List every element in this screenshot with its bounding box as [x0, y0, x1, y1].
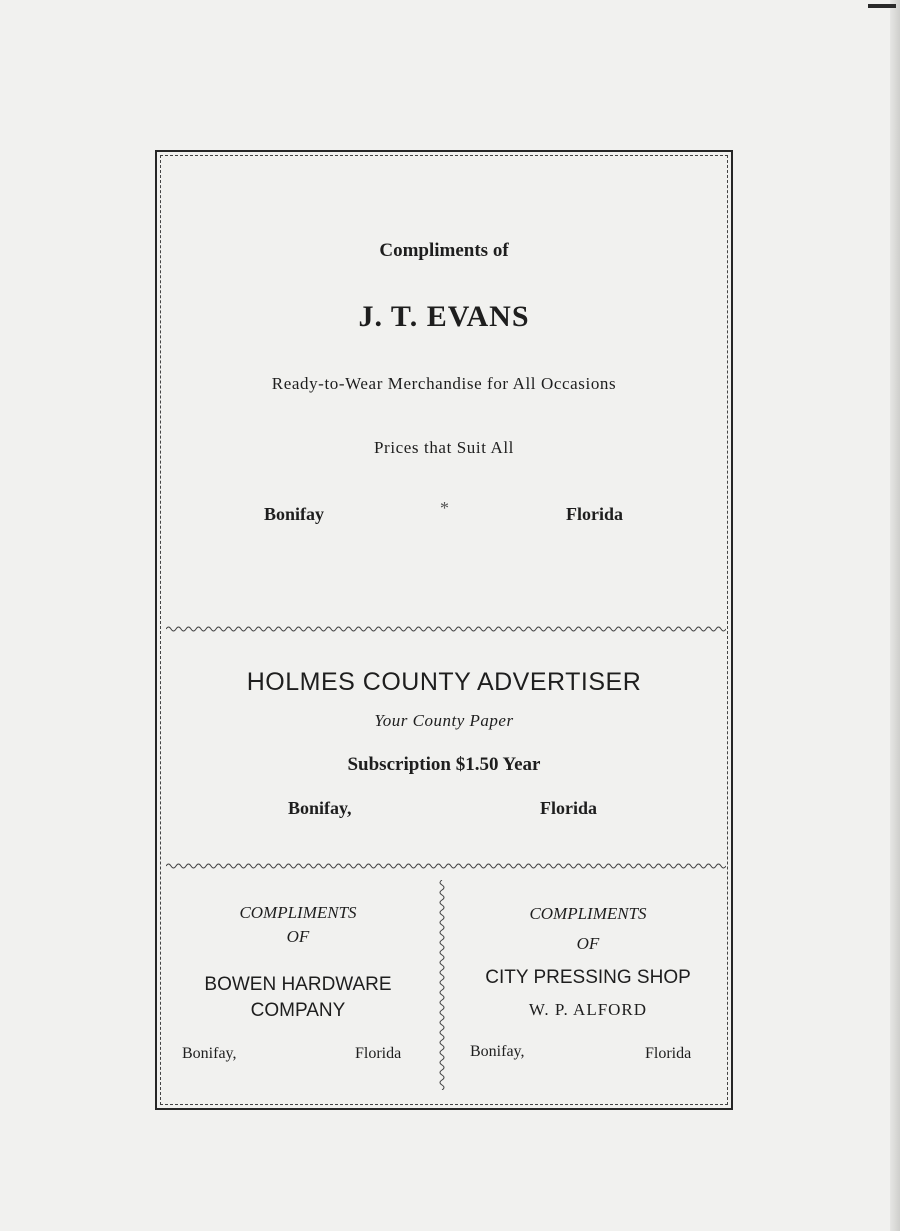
advertiser-city: Bonifay, — [288, 798, 352, 818]
advertiser-subscription: Subscription $1.50 Year — [347, 754, 541, 775]
bowen-name-line1: BOWEN HARDWARE — [204, 974, 392, 995]
page-edge — [890, 0, 900, 1231]
pressing-shop-owner: W. P. ALFORD — [528, 1000, 648, 1019]
bowen-state: Florida — [355, 1045, 402, 1062]
pressing-compliments-line2: OF — [576, 934, 600, 953]
pressing-compliments-line1: COMPLIMENTS — [529, 904, 647, 923]
evans-state: Florida — [566, 504, 623, 524]
advertiser-tagline: Your County Paper — [374, 711, 514, 730]
pressing-state: Florida — [645, 1045, 692, 1062]
page-tab-mark — [868, 4, 896, 8]
bowen-city: Bonifay, — [182, 1045, 237, 1062]
evans-compliments: Compliments of — [379, 240, 509, 261]
wavy-divider-top — [166, 624, 726, 634]
wavy-divider-bottom — [166, 861, 726, 871]
evans-prices: Prices that Suit All — [374, 438, 514, 457]
evans-tagline: Ready-to-Wear Merchandise for All Occasions — [271, 374, 617, 393]
bowen-name-line2: COMPANY — [250, 1000, 346, 1021]
evans-city: Bonifay — [264, 504, 325, 524]
evans-separator: * — [440, 498, 449, 518]
evans-name: J. T. EVANS — [358, 300, 530, 333]
bowen-name — [158, 972, 438, 1024]
bowen-compliments-line2: OF — [286, 927, 310, 946]
advertiser-name: HOLMES COUNTY ADVERTISER — [246, 668, 642, 696]
advertiser-state: Florida — [540, 798, 597, 818]
bowen-compliments-line1: COMPLIMENTS — [239, 903, 357, 922]
pressing-shop-name: CITY PRESSING SHOP — [485, 967, 691, 988]
pressing-city: Bonifay, — [470, 1043, 525, 1060]
